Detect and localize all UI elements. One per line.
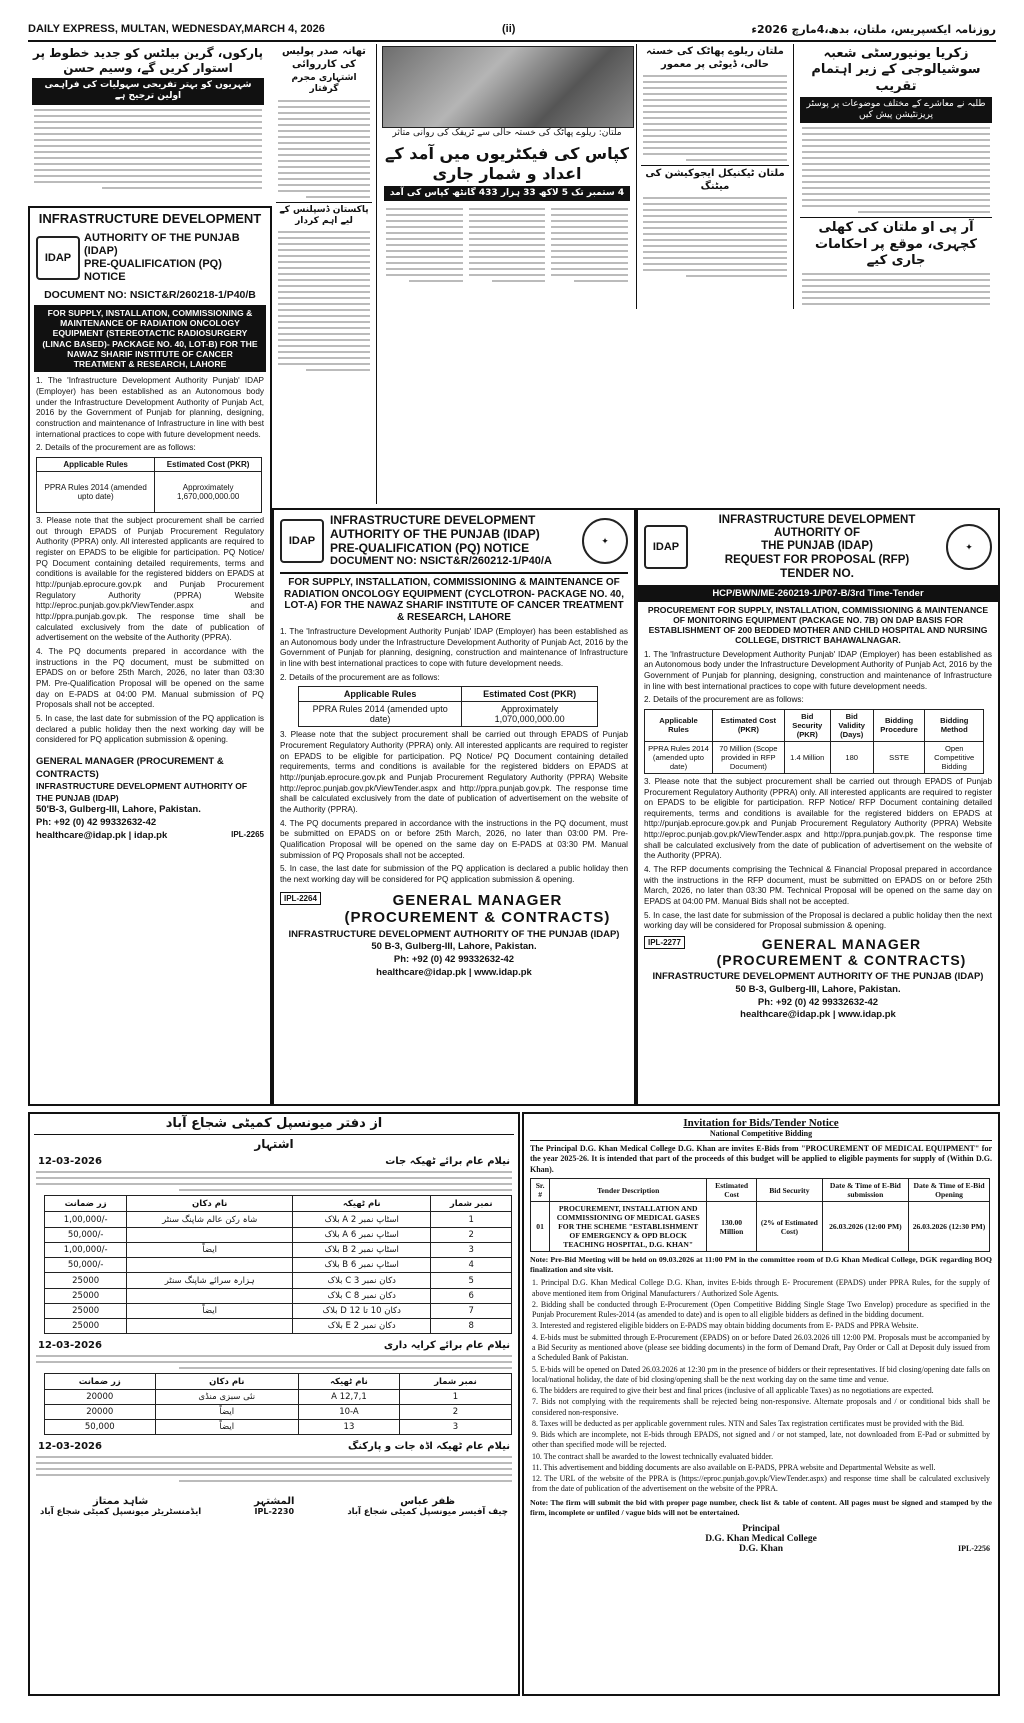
ad1-para-3: 3. Please note that the subject procurement shall be carried out through EPADS of Punjab Procurement Regulatory Authority (PPRA) only. All interested applicants are required to register on EPADS to be eligible for participation. PQ Notice/ PQ Document containing detailed requirements, terms and conditions is available for the registered bidders on EPADS at http://punjab.eprocure.gov.pk and Punjab Procurement Regulatory Authority (PPRA) Website http://eproc.punjab.gov.pk/ViewTender.aspx and http://ppra.punjab.gov.pk. The response time shall be calculated exclusively from the date of publication of advertisement on the website of the Authority (PPRA). (36, 516, 264, 643)
ad1-para-4: 4. The PQ documents prepared in accordance with the instructions in the PQ document, must be submitted on EPADS on or before 25th March, 2026, no later than 03:30 PM. Pre-Qualification Proposal will be opened on the same day on E-PADS at 04:00 PM. Manual submission of PQ Proposals shall not be accepted. (36, 646, 264, 710)
news-column-2 (636, 44, 794, 309)
ad-dg-khan-tender (522, 1112, 1000, 1696)
ad4-section3-text (36, 1456, 512, 1482)
table-header: نمبر شمار (431, 1196, 512, 1212)
table-cell: 3 (431, 1243, 512, 1258)
table-cell: (2% of Estimated Cost) (757, 1202, 823, 1252)
masthead (28, 20, 996, 42)
ad1-doc-no: DOCUMENT NO: NSICT&R/260218-1/P40/B (44, 288, 256, 301)
table-cell: 1 (431, 1212, 512, 1228)
ad2-sign-phone: Ph: +92 (0) 42 99332632-42 (393, 954, 515, 966)
ad2-sign-org: INFRASTRUCTURE DEVELOPMENT AUTHORITY OF THE PUNJAB (IDAP) (288, 928, 620, 940)
table-cell: 50,000/- (45, 1258, 127, 1273)
article-text (34, 109, 262, 189)
ad2-para-5: 5. In case, the last date for submission of the PQ application is declared a public holiday then the next working day will be considered for PQ application submission & opening. (280, 864, 628, 884)
table-header: Date & Time of E-Bid submission (822, 1179, 908, 1202)
headline-cotton: کپاس کی فیکٹریوں میں آمد کے اعداد و شمار جاری (385, 144, 629, 183)
headline-police: تھانہ صدر پولیس کی کارروائی (282, 46, 366, 70)
table-cell: Approximately 1,070,000,000.00 (462, 702, 598, 727)
ad3-scope: PROCUREMENT FOR SUPPLY, INSTALLATION, COMMISSIONING & MAINTENANCE OF MONITORING EQUIPMENT (PACKAGE NO. 7B) ON DAP BASIS FOR ESTABLISHMENT OF 200 BEDDED MOTHER AND CHILD HOSPITAL AND NURSING COLLEGE, DISTRICT BAHAWALNAGAR. (647, 605, 989, 645)
ad3-para-4: 4. The RFP documents comprising the Technical & Financial Proposal prepared in accordance with the instructions in the RFP document, must be submitted on EPADS on or before 25th March, 2026, no later than 03:30 PM. Technical Proposal will be opened on the same day on EPADS at 04:00 PM. Manual Bids shall not be accepted. (644, 865, 992, 907)
ad4-signatures (40, 1496, 508, 1517)
table-cell: 26.03.2026 (12:00 PM) (822, 1202, 908, 1252)
ad5-sign-city: D.G. Khan (738, 1543, 784, 1554)
table-cell: PROCUREMENT, INSTALLATION AND COMMISSIONING OF MEDICAL GASES FOR THE SCHEME "ESTABLISHMENT OF EMERGENCY & OPD BLOCK TEACHING HOSPITAL, D.G. KHAN" (550, 1202, 707, 1252)
table-cell: بلاک D دکان 10 تا 12 (293, 1304, 431, 1319)
table-row (45, 1405, 512, 1420)
table-cell: 1 (399, 1390, 511, 1405)
ad3-sign-address: 50 B-3, Gulberg-III, Lahore, Pakistan. (735, 983, 901, 995)
table-cell: بلاک B اسٹاپ نمبر 2 (293, 1243, 431, 1258)
news-column-police (272, 44, 377, 504)
list-item: 2. Bidding shall be conducted through E-Procurement (Open Competitive Bidding Single Stage Two Envelop) procedure as specified in the Punjab Procurement Rules-2014 (as amended to date) and is open to all eligible bidders as defined in the bidding document. (532, 1299, 990, 1320)
table-cell: ہزارہ سرائے شاپنگ سنٹر (127, 1273, 293, 1289)
ad2-scope: FOR SUPPLY, INSTALLATION, COMMISSIONING & MAINTENANCE OF RADIATION ONCOLOGY EQUIPMENT (CYCLOTRON- PACKAGE NO. 40, LOT-A) FOR THE NAWAZ SHARIF INSTITUTE OF CANCER TREATMENT & RESEARCH, LAHORE (280, 572, 628, 623)
ad3-sign-title: GENERAL MANAGER (761, 936, 922, 953)
table-cell: ایضاً (127, 1304, 293, 1319)
table-header: Bidding Method (925, 709, 984, 741)
table-header: Tender Description (550, 1179, 707, 1202)
table-cell: 25000 (45, 1273, 127, 1289)
table-row (45, 1420, 512, 1435)
list-item: 3. Interested and registered eligible bidders on E-PADS may obtain bidding documents from E- PADS and PPRA Website. (532, 1321, 919, 1331)
table-cell: 10-A (299, 1405, 400, 1420)
table-cell: بلاک C دکان نمبر 3 (293, 1273, 431, 1289)
ad1-title3: PRE-QUALIFICATION (PQ) NOTICE (84, 258, 222, 283)
list-item: 1. Principal D.G. Khan Medical College D.G. Khan, invites E-bids through E- Procurement (EPADS) under PPRA Rules, for the supply of above mentioned item from Original Manufacturers / Authorized Sole Agents. (532, 1278, 990, 1298)
ad2-sign-dept: (PROCUREMENT & CONTRACTS) (344, 908, 611, 926)
ad1-sign-title: GENERAL MANAGER (PROCUREMENT & CONTRACTS) (36, 755, 224, 780)
table-cell: بلاک A اسٹاپ نمبر 2 (293, 1212, 431, 1228)
ad5-items (524, 1278, 998, 1494)
ad3-signature (644, 971, 992, 1022)
table-header: Estimated Cost (PKR) (712, 709, 784, 741)
list-item: 9. Bids which are incomplete, not E-bids through EPADS, not signed and / or not stamped, late, not downloaded from E-Pad or submitted by other than specified mode will be rejected. (532, 1430, 990, 1450)
table-header: نام ٹھیکہ (293, 1196, 431, 1212)
table-cell: 1,00,000/- (45, 1212, 127, 1228)
list-item: 5. E-bids will be opened on Dated 26.03.2026 at 12:30 pm in the presence of bidders or their representatives. If bid closing/opening date falls on local/national holiday, the date of bid closing/opening shall be the next working day on the same time and venue. (532, 1364, 990, 1384)
masthead-right: روزنامہ ایکسپریس، ملتان، بدھ،4مارچ 2026ء (751, 23, 996, 36)
ad4-subtitle: اشتہار (254, 1137, 294, 1152)
table-cell: PPRA Rules 2014 (amended upto date) (299, 702, 462, 727)
article-text (278, 100, 370, 198)
headline-technical: ملتان ٹیکنیکل ایجوکیشن کی میٹنگ (641, 165, 789, 193)
ad3-title3: REQUEST FOR PROPOSAL (RFP) (724, 553, 910, 566)
table-cell: 2 (431, 1228, 512, 1243)
table-row (45, 1228, 512, 1243)
list-item: 12. The URL of the website of the PPRA is (https://eproc.punjab.gov.pk/ViewTender.aspx) and response time shall be calculated exclusively from the date of publication of the advertisement on the website of the PPRA. (532, 1474, 990, 1494)
headline-parks: پارکوں، گرین بیلٹس کو جدید خطوط پر استوار کریں گے، وسیم حسن (32, 46, 263, 75)
table-header: Estimated Cost (PKR) (155, 458, 262, 472)
table-row (45, 1273, 512, 1289)
ad2-title3: PRE-QUALIFICATION (PQ) NOTICE (330, 540, 530, 555)
ad-idap-rfp (636, 508, 1000, 1106)
table-cell: 13 (299, 1420, 400, 1435)
ad3-title2: THE PUNJAB (IDAP) (761, 540, 873, 553)
ad4-table-2 (44, 1373, 512, 1435)
table-cell: 20000 (45, 1390, 156, 1405)
ad5-sign-title: Principal (742, 1523, 780, 1534)
table-cell: نئی سبزی منڈی (155, 1390, 298, 1405)
ad1-procurement-table (36, 457, 262, 513)
ad3-sign-dept: (PROCUREMENT & CONTRACTS) (716, 952, 967, 969)
punjab-crest-icon: ✦ (946, 524, 992, 570)
table-row (45, 1304, 512, 1319)
table-cell: 50,000/- (45, 1228, 127, 1243)
ad1-title1: INFRASTRUCTURE DEVELOPMENT (38, 211, 262, 226)
ad3-title4: TENDER NO. (779, 565, 854, 580)
ad1-sign-email: healthcare@idap.pk | idap.pk (36, 830, 168, 841)
ad4-sign-right-name: ظفر عباس (400, 1496, 456, 1508)
ad2-para-1: 1. The 'Infrastructure Development Authority Punjab' IDAP (Employer) has been established as an Autonomous body under the Infrastructure Development Authority of Punjab Act, 2016 by the Government of Punjab for planning, designing, construction and maintenance of Infrastructure in line with best international practices to cope with future development needs. (280, 627, 628, 668)
ad2-para-4: 4. The PQ documents prepared in accordance with the instructions in the PQ document, must be submitted on EPADS on or before 25th March, 2026, no later than 03:00 PM. Pre-Qualification Proposal will be opened on the same day on E-PADS at 03:30 PM. Manual submission of PQ Proposals shall not be accepted. (280, 818, 628, 860)
table-row (45, 1319, 512, 1334)
ad2-sign-email: healthcare@idap.pk | www.idap.pk (376, 966, 532, 978)
table-cell: 1.4 Million (784, 741, 830, 773)
table-cell: PPRA Rules 2014 (amended upto date) (37, 472, 155, 513)
ad-idap-pq-lot-a (272, 508, 636, 1106)
table-header: نام ٹھیکہ (299, 1374, 400, 1390)
ad2-title2: AUTHORITY OF THE PUNJAB (IDAP) (330, 526, 540, 541)
table-cell: بلاک A اسٹاپ نمبر 6 (293, 1228, 431, 1243)
ad1-para-2: 2. Details of the procurement are as follows: (36, 443, 196, 453)
table-header: زر ضمانت (45, 1374, 156, 1390)
headline-pakistan: پاکستان ڈسپلنس کے لیے اہم کردار (276, 202, 372, 228)
list-item: 11. This advertisement and bidding documents are also available on E-PADS, PPRA website and Departmental Website as well. (532, 1462, 936, 1472)
table-row (45, 1243, 512, 1258)
table-cell: 180 (830, 741, 873, 773)
table-cell: Approximately 1,670,000,000.00 (155, 472, 262, 513)
table-cell: 8 (431, 1319, 512, 1334)
list-item: 10. The contract shall be awarded to the lowest technically evaluated bidder. (532, 1451, 774, 1461)
ad3-para-5: 5. In case, the last date for submission of the Proposal is declared a public holiday then the next working day will be considered for Proposal submission & opening. (644, 910, 992, 931)
ad-idap-pq-lot-b (28, 206, 272, 1106)
table-header: زر ضمانت (45, 1196, 127, 1212)
ad4-sign-right-title: چیف آفیسر میونسپل کمیٹی شجاع آباد (347, 1507, 508, 1518)
headline-railway: ملتان ریلوے پھاٹک کی خستہ حالی، ڈیوٹی پر معمور (646, 46, 784, 70)
list-item: 6. The bidders are required to give their best and final prices (inclusive of all applicable Taxes) as no negotiations are expected. (532, 1386, 934, 1396)
ad4-section1-text (36, 1171, 512, 1191)
table-cell: SSTE (873, 741, 925, 773)
ad1-para-1: 1. The 'Infrastructure Development Authority Punjab' IDAP (Employer) has been established as an Autonomous body under the Infrastructure Development Authority of Punjab Act, 2016 by the Government of Punjab for planning, designing, construction and maintenance of Infrastructure in line with best international practices to cope with future development needs. (36, 376, 264, 439)
ad5-signature (524, 1524, 998, 1554)
ad3-ipl-code: IPL-2277 (644, 936, 685, 949)
ad4-title: از دفتر میونسپل کمیٹی شجاع آباد (34, 1116, 514, 1135)
table-cell: 1,00,000/- (45, 1243, 127, 1258)
table-header: Applicable Rules (645, 709, 713, 741)
table-cell: شاہ رکن عالم شاپنگ سنٹر (127, 1212, 293, 1228)
ad5-note: Note: Pre-Bid Meeting will be held on 09.03.2026 at 11:00 PM in the committee room of D.G Khan Medical College, DGK regarding BOQ finalization and site visit. (530, 1255, 992, 1275)
subheadline-parks: شہریوں کو بہتر تفریحی سہولیات کی فراہمی اولین ترجیح ہے (32, 78, 264, 105)
table-row (45, 1258, 512, 1273)
ad4-section2-title: نیلام عام برائے کرایہ داری (383, 1340, 510, 1352)
ad1-sign-org: INFRASTRUCTURE DEVELOPMENT AUTHORITY OF THE PUNJAB (IDAP) (36, 781, 248, 803)
table-header: نام دکان (155, 1374, 298, 1390)
ad4-sign-mid: المشتہر (254, 1496, 295, 1508)
table-header: Bidding Procedure (873, 709, 925, 741)
ad5-footnote: Note: The firm will submit the bid with proper page number, check list & table of content. All pages must be signed and stamped by the firm, incomplete or unfiled / vague bids will not be entertained. (530, 1497, 992, 1517)
ad4-section3-title: نیلام عام ٹھیکہ اڈہ جات و پارکنگ (347, 1441, 510, 1453)
ad2-title1: INFRASTRUCTURE DEVELOPMENT (330, 513, 536, 527)
ad3-para-1: 1. The 'Infrastructure Development Authority Punjab' IDAP (Employer) has been established as an Autonomous body under the Infrastructure Development Authority of Punjab Act, 2016 by the Government of Punjab for planning, designing, construction and maintenance of Infrastructure in line with best international practices to cope with future development needs. (644, 649, 992, 691)
table-header: Sr. # (531, 1179, 550, 1202)
table-cell: 70 Million (Scope provided in RFP Document) (712, 741, 784, 773)
table-cell: ایضاً (155, 1405, 298, 1420)
table-header: نمبر شمار (399, 1374, 511, 1390)
ad1-sign-phone: Ph: +92 (0) 42 99332632-42 (36, 817, 157, 829)
ad3-title1: INFRASTRUCTURE DEVELOPMENT AUTHORITY OF (718, 514, 916, 540)
table-cell (127, 1228, 293, 1243)
ad4-table-1 (44, 1195, 512, 1334)
ad4-section1-title: نیلام عام برائے ٹھیکہ جات (385, 1156, 510, 1168)
subheadline-police: اشتہاری مجرم گرفتار (291, 73, 357, 95)
ad3-procurement-table (644, 709, 984, 774)
ad1-para-5: 5. In case, the last date for submission of the PQ application is declared a public holiday then the next working day will be considered for PQ application submission & opening. (36, 713, 264, 745)
ad4-section2-text (36, 1355, 512, 1369)
ad2-sign-address: 50 B-3, Gulberg-III, Lahore, Pakistan. (371, 941, 537, 953)
ad1-sign-address: 50'B-3, Gulberg-III, Lahore, Pakistan. (36, 804, 201, 816)
ad2-doc-no: DOCUMENT NO: NSICT&R/260212-1/P40/A (330, 555, 552, 568)
table-cell: ایضاً (127, 1243, 293, 1258)
table-header: Applicable Rules (299, 687, 462, 702)
news-column-parks (28, 44, 268, 204)
ad2-procurement-table (298, 686, 598, 727)
table-cell: 5 (431, 1273, 512, 1289)
article-text (643, 197, 787, 277)
table-cell: 4 (431, 1258, 512, 1273)
list-item: 7. Bids not complying with the requirements shall be rejected being non-responsive. Alternate proposals and / or conditional bids shall be considered non-responsive. (532, 1397, 990, 1417)
ad1-title2: AUTHORITY OF THE PUNJAB (IDAP) (84, 231, 240, 257)
ad-municipal-shujabad (28, 1112, 520, 1696)
table-cell: 25000 (45, 1304, 127, 1319)
table-header: Applicable Rules (37, 458, 155, 472)
ad4-sign-left-name: شاہد ممتاز (93, 1496, 149, 1508)
ad2-signature (280, 929, 628, 980)
table-cell: 25000 (45, 1289, 127, 1304)
idap-logo-icon: IDAP (36, 236, 80, 280)
ad5-ipl-code: IPL-2256 (958, 1543, 990, 1553)
idap-logo-icon: IDAP (644, 525, 688, 569)
ad3-sign-email: healthcare@idap.pk | www.idap.pk (740, 1009, 896, 1021)
table-cell: 01 (531, 1202, 550, 1252)
subheadline-sociology: طلبہ نے معاشرے کے مختلف موضوعات پر پوسٹر پریزنٹیشن پیش کیں (800, 97, 992, 124)
list-item: 4. E-bids must be submitted through E-Procurement (EPADS) on or before Dated 26.03.2026 till 12:00 PM. Proposals must be accompanied by a Bid Security as mentioned above (please see bidding documents) in the form of Demand Draft, Pay Order or Call at Deposit duly issued from a Scheduled Bank of Pakistan. (532, 1332, 990, 1363)
table-cell: 3 (399, 1420, 511, 1435)
news-photo (382, 46, 634, 128)
table-cell: 50,000 (45, 1420, 156, 1435)
photo-caption: ملتان: ریلوے پھاٹک کی خستہ حالی سے ٹریفک کی روانی متاثر (392, 128, 622, 138)
idap-logo-icon: IDAP (280, 519, 324, 563)
table-header: نام دکان (127, 1196, 293, 1212)
list-item: 8. Taxes will be deducted as per applicable government rules. NTN and Sales Tax registration certificates must be provided with the Bid. (532, 1418, 965, 1428)
table-cell (127, 1319, 293, 1334)
table-cell: 130.00 Million (707, 1202, 757, 1252)
ad2-sign-title: GENERAL MANAGER (392, 891, 563, 909)
table-cell: 26.03.2026 (12:30 PM) (909, 1202, 990, 1252)
table-header: Bid Security (757, 1179, 823, 1202)
ad4-ipl-code: IPL-2230 (254, 1507, 295, 1517)
ad3-para-2: 2. Details of the procurement are as follows: (644, 695, 804, 705)
ad5-sign-org: D.G. Khan Medical College (705, 1533, 817, 1544)
article-text (802, 127, 990, 213)
table-header: Bid Security (PKR) (784, 709, 830, 741)
punjab-crest-icon: ✦ (582, 518, 628, 564)
ad3-sign-phone: Ph: +92 (0) 42 99332632-42 (757, 996, 879, 1008)
ad2-para-3: 3. Please note that the subject procurement shall be carried out through EPADS of Punjab Procurement Regulatory Authority (PPRA) only. All interested applicants are required to register on EPADS to be eligible for participation. PQ Notice/ PQ Document containing detailed requirements, terms and conditions is available for the registered bidders on EPADS at http://punjab.eprocure.gov.pk and Punjab Procurement Regulatory Authority (PPRA) Website http://eproc.punjab.gov.pk/ViewTender.aspx and http://ppra.punjab.gov.pk. The response time shall be calculated exclusively from the date of publication of advertisement on the website of the Authority (PPRA). (280, 730, 628, 814)
table-cell (127, 1258, 293, 1273)
news-center (380, 142, 634, 309)
table-header: Estimated Cost (707, 1179, 757, 1202)
ad5-tender-table (530, 1178, 990, 1252)
table-row (45, 1212, 512, 1228)
ad2-para-2: 2. Details of the procurement are as follows: (280, 672, 440, 682)
table-cell: 2 (399, 1405, 511, 1420)
ad5-title: Invitation for Bids/Tender Notice (683, 1117, 839, 1129)
table-cell: Open Competitive Bidding (925, 741, 984, 773)
table-cell (127, 1289, 293, 1304)
table-cell: بلاک C دکان نمبر 8 (293, 1289, 431, 1304)
table-cell: 25000 (45, 1319, 127, 1334)
masthead-left: DAILY EXPRESS, MULTAN, WEDNESDAY,MARCH 4, 2026 (28, 23, 325, 35)
table-cell: بلاک B اسٹاپ نمبر 6 (293, 1258, 431, 1273)
table-cell: 20000 (45, 1405, 156, 1420)
table-header: Bid Validity (Days) (830, 709, 873, 741)
kicker-cotton: 4 ستمبر تک 5 لاکھ 33 ہزار 433 گانٹھ کپاس کی آمد (384, 186, 630, 201)
table-header: Estimated Cost (PKR) (462, 687, 598, 702)
table-row (45, 1390, 512, 1405)
table-cell: ایضاً (155, 1420, 298, 1435)
article-text (278, 231, 370, 371)
ad1-scope-bar: FOR SUPPLY, INSTALLATION, COMMISSIONING & MAINTENANCE OF RADIATION ONCOLOGY EQUIPMENT (STEREOTACTIC RADIOSURGERY (LINAC BASED)- PACKAGE NO. 40, LOT-B) FOR THE NAWAZ SHARIF INSTITUTE OF CANCER TREATMENT & RESEARCH, LAHORE (34, 305, 266, 373)
ad5-subtitle: National Competitive Bidding (530, 1129, 992, 1141)
page-number: (ii) (502, 23, 516, 35)
ad4-section3-date: 12-03-2026 (38, 1441, 102, 1453)
article-text (386, 204, 628, 286)
ad3-tender-no: HCP/BWN/ME-260219-1/P07-B/3rd Time-Tender (638, 585, 998, 602)
ad4-section1-date: 12-03-2026 (38, 1156, 102, 1168)
ad1-ipl-code: IPL-2265 (231, 830, 264, 839)
news-column-right (796, 44, 996, 309)
article-text (643, 75, 787, 161)
ad4-sign-left-title: ایڈمنسٹریٹر میونسپل کمیٹی شجاع آباد (40, 1507, 202, 1518)
table-row (45, 1289, 512, 1304)
table-cell: A 12,7,1 (299, 1390, 400, 1405)
table-cell: 6 (431, 1289, 512, 1304)
ad4-section2-date: 12-03-2026 (38, 1340, 102, 1352)
ad5-intro: The Principal D.G. Khan Medical College D.G. Khan are invites E-Bids from "PROCUREMENT OF MEDICAL EQUIPMENT" for the year 2025-26. It is intended that part of the proceeds of this budget will be applied to eligible payments for supply of (Within D.G. Khan). (530, 1144, 992, 1174)
headline-rpo: آر پی او ملتان کی کھلی کچہری، موقع پر احکامات جاری کیے (800, 217, 992, 269)
table-cell: بلاک E دکان نمبر 2 (293, 1319, 431, 1334)
ad1-signature (36, 756, 264, 843)
ad3-sign-org: INFRASTRUCTURE DEVELOPMENT AUTHORITY OF THE PUNJAB (IDAP) (652, 971, 984, 983)
table-cell: 7 (431, 1304, 512, 1319)
ad2-ipl-code: IPL-2264 (280, 892, 321, 905)
table-cell: PPRA Rules 2014 (amended upto date) (645, 741, 713, 773)
table-header: Date & Time of E-Bid Opening (909, 1179, 990, 1202)
headline-sociology: زکریا یونیورسٹی شعبہ سوشیالوجی کے زیر اہتمام تقریب (811, 46, 981, 94)
ad3-para-3: 3. Please note that the subject procurement shall be carried out through EPADS of Punjab Procurement Regulatory Authority (PPRA) only. All interested applicants are required to register on EPADS to be eligible for participation. RFP Notice/ RFP Document containing detailed requirements, terms and conditions is available for the registered bidders on EPADS at http://punjab.eprocure.gov.pk and Punjab Procurement Regulatory Authority (PPRA) Website http://eproc.punjab.gov.pk/ViewTender.aspx and http://ppra.punjab.gov.pk. The response time shall be calculated exclusively from the date of publication of advertisement on the website of the Authority (PPRA). (644, 776, 992, 861)
article-text (802, 273, 990, 309)
